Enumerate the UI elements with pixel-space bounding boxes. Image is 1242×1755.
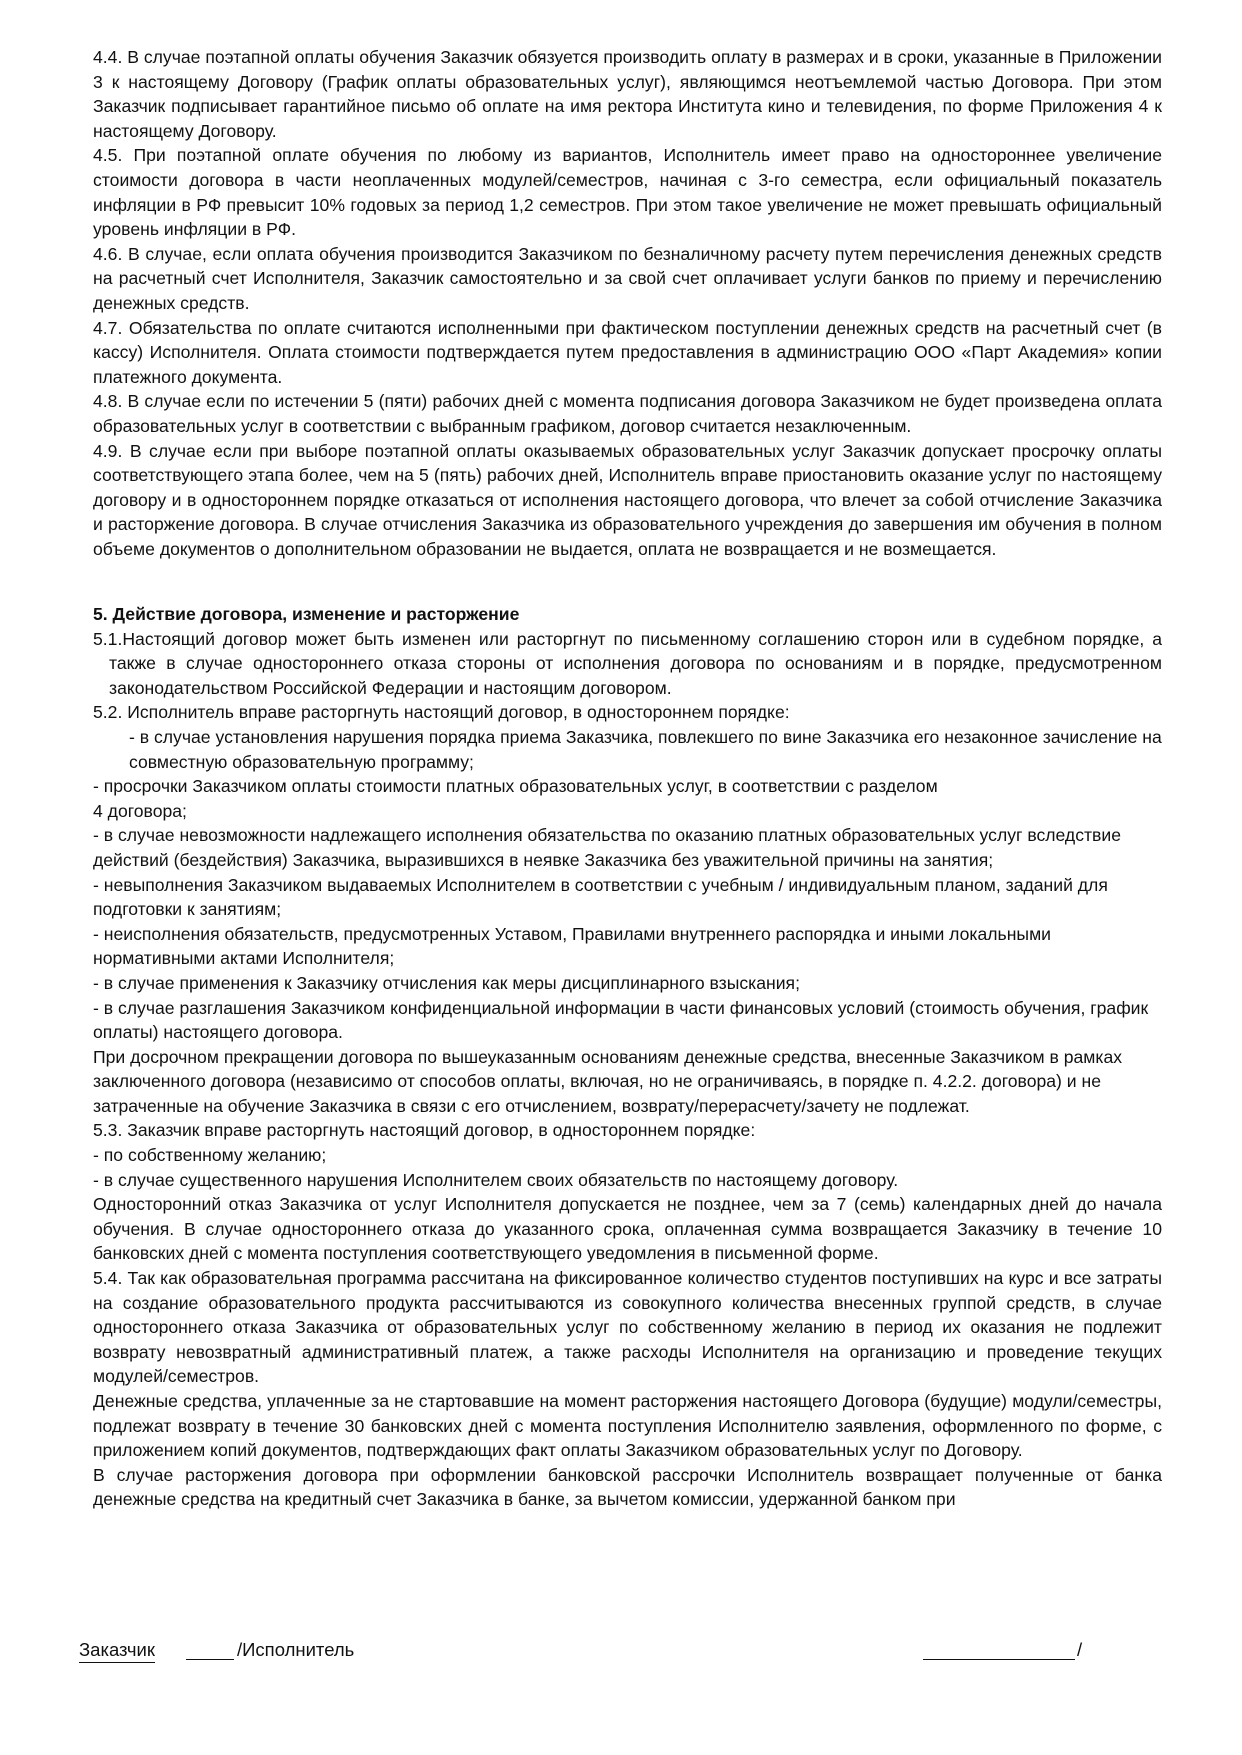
executor-signature-line bbox=[923, 1638, 1075, 1660]
clause-4-6: 4.6. В случае, если оплата обучения производится Заказчиком по безналичному расчету путем перечисления денежных средств на расчетный счет Исполнителя, Заказчик самостоятельно и за свой счет оплачивает услуги банков по приему и перечислению денежных средств. bbox=[93, 243, 1162, 313]
clause-5-3: 5.3. Заказчик вправе расторгнуть настоящий договор, в одностороннем порядке: bbox=[93, 1120, 756, 1141]
clause-5-2-item-a: - в случае установления нарушения порядка приема Заказчика, повлекшего по вине Заказчика его незаконное зачисление на совместную образовательную программу; bbox=[129, 726, 1162, 772]
clause-5-2: 5.2. Исполнитель вправе расторгнуть настоящий договор, в одностороннем порядке: bbox=[93, 702, 790, 723]
section-4-payment bbox=[93, 45, 1162, 561]
clause-5-4: 5.4. Так как образовательная программа рассчитана на фиксированное количество студентов поступивших на курс и все затраты на создание образовательного продукта рассчитываются из совокупного количества внесенных группой средств, в случае одностороннего отказа Заказчика от образовательных услуг по собственному желанию в период их оказания не подлежит возврату невозвратный административный платеж, а также расходы Исполнителя на организацию и проведение текущих модулей/семестров. bbox=[93, 1268, 1162, 1387]
clause-5-4-bank-installment: В случае расторжения договора при оформлении банковской рассрочки Исполнитель возвращает полученные от банка денежные средства на кредитный счет Заказчика в банке, за вычетом комиссии, удержанной банком при bbox=[93, 1464, 1162, 1510]
clause-4-7: 4.7. Обязательства по оплате считаются исполненными при фактическом поступлении денежных средств на расчетный счет (в кассу) Исполнителя. Оплата стоимости подтверждается путем предоставления в администрацию ООО «Парт Академия» копии платежного документа. bbox=[93, 317, 1162, 387]
signature-slash: / bbox=[1077, 1639, 1083, 1660]
section-5-heading: 5. Действие договора, изменение и расторжение bbox=[93, 604, 520, 624]
clause-5-2-item-e: - неисполнения обязательств, предусмотренных Уставом, Правилами внутреннего распорядка и иными локальными нормативными актами Исполнителя; bbox=[93, 923, 1051, 969]
clause-5-3-item-a: - по собственному желанию; bbox=[93, 1145, 327, 1166]
clause-5-4-refund: Денежные средства, уплаченные за не стартовавшие на момент расторжения настоящего Договора (будущие) модули/семестры, подлежат возврату в течение 30 банковских дней с момента поступления Исполнителю заявления, оформленного по форме, с приложением копий документов, подтверждающих факт оплаты Заказчиком образовательных услуг по Договору. bbox=[93, 1391, 1162, 1461]
clause-4-4: 4.4. В случае поэтапной оплаты обучения Заказчик обязуется производить оплату в размерах и в сроки, указанные в Приложении 3 к настоящему Договору (График оплаты образовательных услуг), являющимся неотъемлемой частью Договора. При этом Заказчик подписывает гарантийное письмо об оплате на имя ректора Института кино и телевидения, по форме Приложения 4 к настоящему Договору. bbox=[93, 47, 1162, 141]
customer-label: Заказчик bbox=[79, 1638, 155, 1663]
clause-5-2-item-c: - в случае невозможности надлежащего исполнения обязательства по оказанию платных образовательных услуг вследствие действий (бездействия) Заказчика, выразившихся в неявке Заказчика без уважительной причины на занятия; bbox=[93, 825, 1122, 870]
section-5 bbox=[93, 602, 1162, 1512]
clause-5-1: 5.1.Настоящий договор может быть изменен или расторгнут по письменному соглашению сторон или в судебном порядке, а также в случае одностороннего отказа стороны от исполнения договора по основаниям и в порядке, предусмотренном законодательством Российской Федерации и настоящим договором. bbox=[93, 628, 1162, 698]
clause-4-5: 4.5. При поэтапной оплате обучения по любому из вариантов, Исполнитель имеет право на одностороннее увеличение стоимости договора в части неоплаченных модулей/семестров, начиная с 3-го семестра, если официальный показатель инфляции в РФ превысит 10% годовых за период 1,2 семестров. При этом такое увеличение не может превышать официальный уровень инфляции в РФ. bbox=[93, 145, 1162, 240]
clause-5-2-item-d: - невыполнения Заказчиком выдаваемых Исполнителем в соответствии с учебным / индивидуальным планом, заданий для подготовки к занятиям; bbox=[93, 874, 1108, 920]
customer-signature-line bbox=[186, 1638, 234, 1660]
executor-label: /Исполнитель bbox=[237, 1639, 355, 1660]
clause-5-2-item-g: - в случае разглашения Заказчиком конфиденциальной информации в части финансовых условий (стоимость обучения, график оплаты) настоящего договора. bbox=[93, 997, 1149, 1043]
clause-4-9: 4.9. В случае если при выборе поэтапной оплаты оказываемых образовательных услуг Заказчик допускает просрочку оплаты соответствующего этапа более, чем на 5 (пять) рабочих дней, Исполнитель вправе приостановить оказание услуг по настоящему договору и в одностороннем порядке отказаться от исполнения настоящего договора, что влечет за собой отчисление Заказчика и расторжение договора. В случае отчисления Заказчика из образовательного учреждения до завершения им обучения в полном объеме документов о дополнительном образовании не выдается, оплата не возвращается и не возмещается. bbox=[93, 440, 1162, 559]
clause-5-3-item-b: - в случае существенного нарушения Исполнителем своих обязательств по настоящему договору. bbox=[93, 1169, 899, 1190]
clause-5-2-item-b: - просрочки Заказчиком оплаты стоимости платных образовательных услуг, в соответствии с разделом bbox=[93, 776, 938, 797]
clause-5-2-item-b-cont: 4 договора; bbox=[93, 800, 187, 821]
clause-5-2-item-f: - в случае применения к Заказчику отчисления как меры дисциплинарного взыскания; bbox=[93, 972, 800, 993]
clause-4-8: 4.8. В случае если по истечении 5 (пяти) рабочих дней с момента подписания договора Заказчиком не будет произведена оплата образовательных услуг в соответствии с выбранным графиком, договор считается незаключенным. bbox=[93, 391, 1162, 436]
clause-5-2-refund-note: При досрочном прекращении договора по вышеуказанным основаниям денежные средства, внесенные Заказчиком в рамках заключенного договора (независимо от способов оплаты, включая, но не ограничиваясь, в порядке п. 4.2.2. договора) и не затраченные на обучение Заказчика в связи с его отчислением, возврату/перерасчету/зачету не подлежат. bbox=[93, 1046, 1123, 1116]
clause-5-3-refusal: Односторонний отказ Заказчика от услуг Исполнителя допускается не позднее, чем за 7 (семь) календарных дней до начала обучения. В случае одностороннего отказа до указанного срока, оплаченная сумма возвращается Заказчику в течение 10 банковских дней с момента поступления соответствующего уведомления в письменной форме. bbox=[93, 1194, 1162, 1264]
